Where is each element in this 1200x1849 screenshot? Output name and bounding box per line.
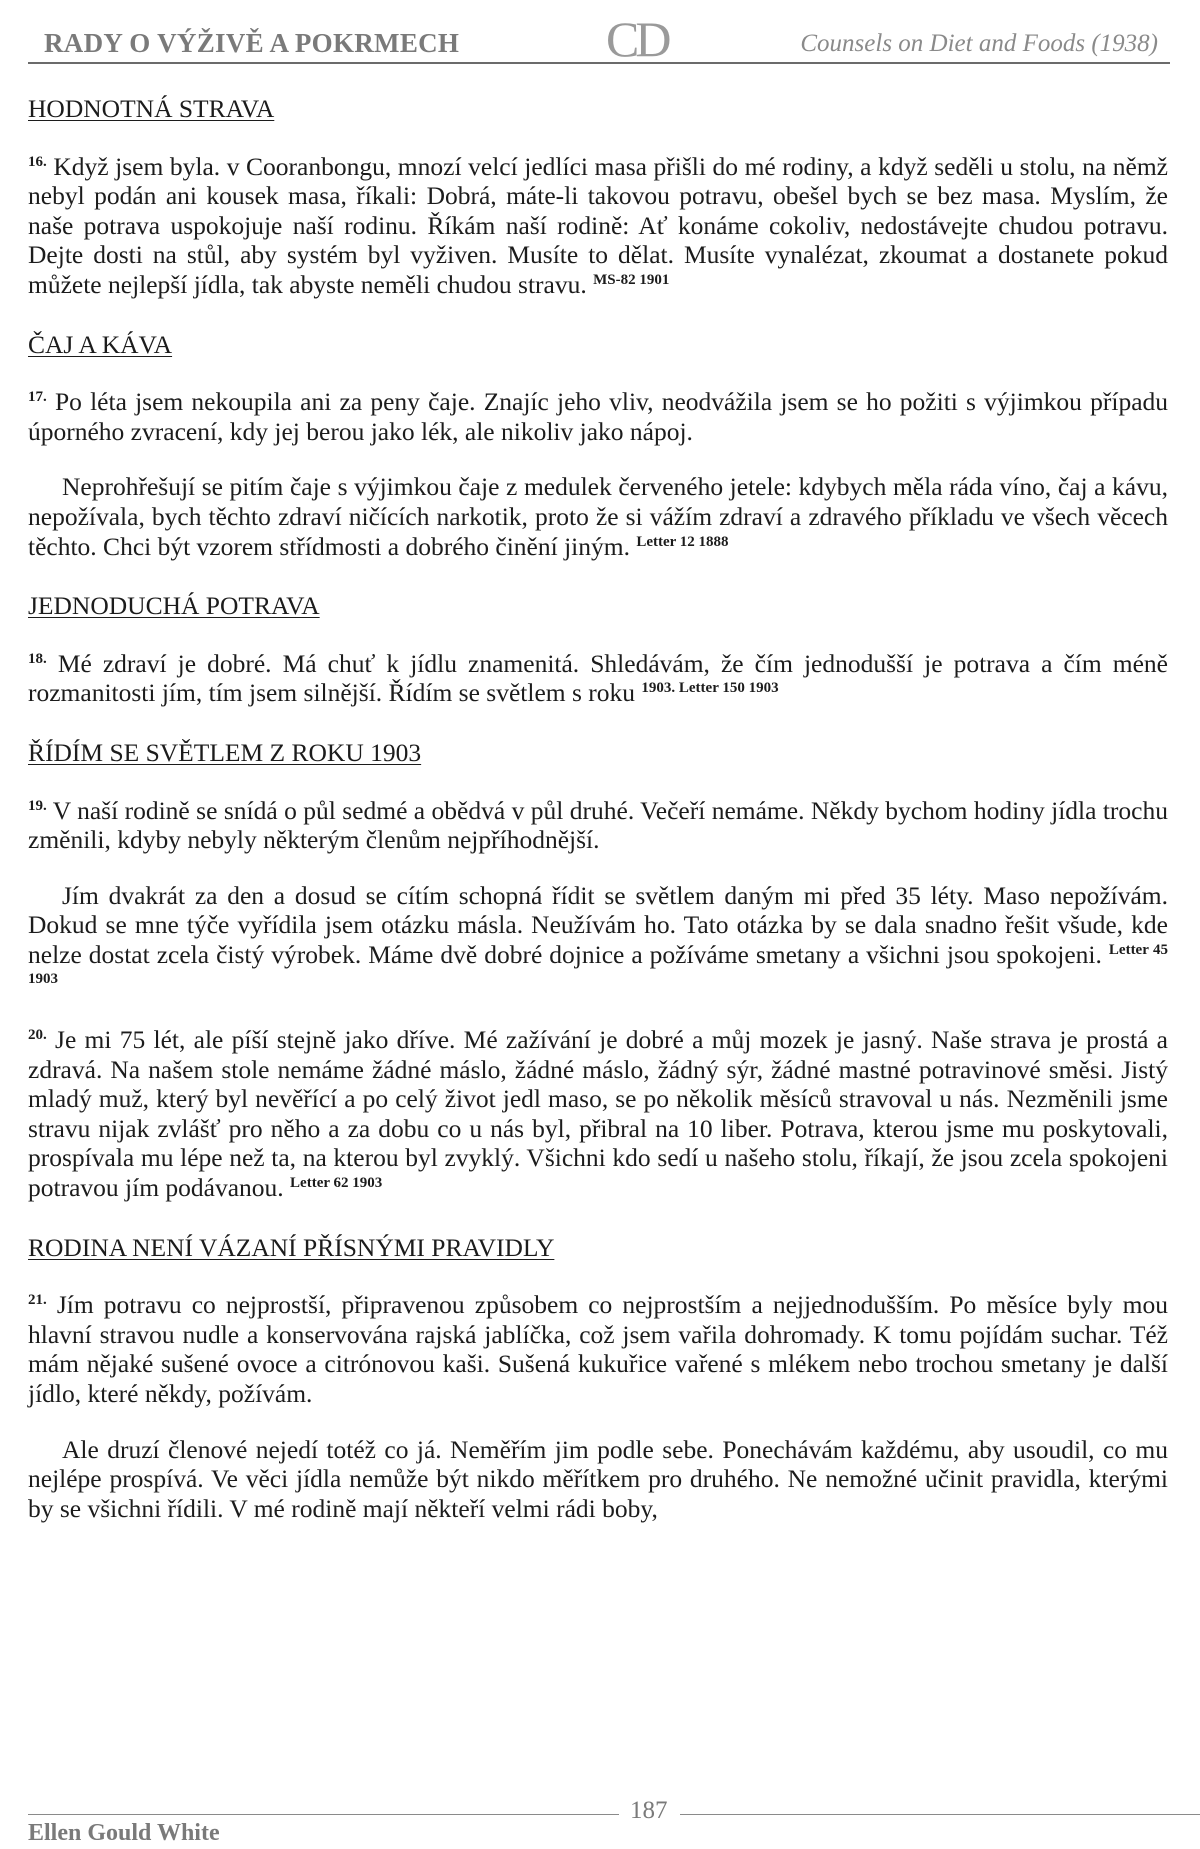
paragraph <box>28 881 1168 999</box>
page-number: 187 <box>630 1797 668 1824</box>
paragraph <box>28 796 1168 855</box>
paragraph <box>28 649 1168 708</box>
section-heading: JEDNODUCHÁ POTRAVA <box>28 591 320 621</box>
cd-logo: CD <box>606 11 668 67</box>
paragraph-text: Jím dvakrát za den a dosud se cítím schopná řídit se světlem daným mi před 35 léty. Maso nepožívám. Dokud se mne týče vyřídila jsem otázku másla. Neužívám ho. Tato otázka by se dala snadno řešit všude, kde nelze dostat zcela čistý výrobek. Máme dvě dobré dojnice a požíváme smetany a všichni jsou spokojeni. <box>28 880 1168 969</box>
paragraph-text: Ale druzí členové nejedí totéž co já. Neměřím jim podle sebe. Ponechávám každému, aby usoudil, co mu nejlépe prospívá. Ve věci jídla nemůže být nikdo měřítkem pro druhého. Ne nemožné učinit pravidla, kterými by se všichni řídili. V mé rodině mají někteří velmi rádi boby, <box>28 1434 1168 1523</box>
source-reference: 1903. Letter 150 1903 <box>641 680 779 697</box>
book-title-czech: RADY O VÝŽIVĚ A POKRMECH <box>44 28 460 58</box>
paragraph <box>28 387 1168 446</box>
paragraph <box>28 1290 1168 1408</box>
footer-author: Ellen Gould White <box>28 1820 220 1846</box>
paragraph-number: 16. <box>28 153 47 170</box>
source-reference: MS-82 1901 <box>593 271 670 288</box>
source-reference: Letter 45 1903 <box>28 941 1168 988</box>
page-content <box>28 94 1168 1523</box>
paragraph-number: 20. <box>28 1027 47 1044</box>
footer-rule-left <box>28 1814 619 1815</box>
section-heading: ŘÍDÍM SE SVĚTLEM Z ROKU 1903 <box>28 737 422 767</box>
paragraph-text: Mé zdraví je dobré. Má chuť k jídlu znamenitá. Shledávám, že čím jednodušší je potrava a čím méně rozmanitosti jím, tím jsem silnější. Řídím se světlem s roku <box>28 648 1168 708</box>
source-reference: Letter 12 1888 <box>636 533 729 550</box>
book-title-english: Counsels on Diet and Foods (1938) <box>800 30 1158 57</box>
paragraph-number: 17. <box>28 389 47 406</box>
paragraph-text: V naší rodině se snídá o půl sedmé a obědvá v půl druhé. Večeří nemáme. Někdy bychom hodiny jídla trochu změnili, kdyby nebyly některým členům nejpříhodnější. <box>28 795 1168 855</box>
paragraph-number: 19. <box>28 797 47 814</box>
source-reference: Letter 62 1903 <box>290 1175 383 1192</box>
paragraph-text: Je mi 75 lét, ale píší stejně jako dříve. Mé zažívání je dobré a můj mozek je jasný. Naše strava je prostá a zdravá. Na našem stole nemáme žádné máslo, žádné máslo, žádný sýr, žádné mastné potravinové směsi. Jistý mladý muž, který byl nevěřící a po celý život jedl maso, se po několik měsíců stravoval u nás. Nezměnili jsme stravu nijak zvlášť pro něho a za dobu co u nás byl, přibral na 10 liber. Potrava, kterou jsme mu poskytovali, prospívala mu lépe než ta, na kterou byl zvyklý. Všichni kdo sedí u našeho stolu, říkají, že jsou zcela spokojeni potravou jím podávanou. <box>28 1025 1169 1203</box>
paragraph-text: Po léta jsem nekoupila ani za peny čaje. Znajíc jeho vliv, neodvážila jsem se ho požiti s výjimkou případu úporného zvracení, kdy jej berou jako lék, ale nikoliv jako nápoj. <box>28 387 1169 446</box>
section-heading: ČAJ A KÁVA <box>28 329 173 359</box>
footer-rule-right <box>680 1814 1200 1815</box>
paragraph-number: 18. <box>28 650 47 667</box>
paragraph-text: Neprohřešují se pitím čaje s výjimkou čaje z medulek červeného jetele: kdybych měla ráda víno, čaj a kávu, nepožívala, bych těchto zdraví ničících narkotik, proto že si vážím zdraví a zdravého příkladu ve všech věcech těchto. Chci být vzorem střídmosti a dobrého činění jiným. <box>28 472 1168 561</box>
paragraph-text: Jím potravu co nejprostší, připravenou způsobem co nejprostším a nejjednodušším. Po měsíce byly mou hlavní stravou nudle a konservována rajská jablíčka, což jsem vařila dohromady. K tomu pojídám suchar. Též mám nějaké sušené ovoce a citrónovou kaši. Sušená kukuřice vařené s mlékem nebo trochou smetany je další jídlo, které někdy, požívám. <box>28 1290 1168 1408</box>
section-heading: RODINA NENÍ VÁZANÍ PŘÍSNÝMI PRAVIDLY <box>28 1232 555 1262</box>
running-header <box>28 10 1170 67</box>
paragraph <box>28 1435 1168 1524</box>
paragraph <box>28 152 1168 300</box>
paragraph-text: Když jsem byla. v Cooranbongu, mnozí velcí jedlíci masa přišli do mé rodiny, a když seděli u stolu, na němž nebyl podán ani kousek masa, říkali: Dobrá, máte-li takovou potravu, obešel bych se bez masa. Myslím, že naše potrava uspokojuje naší rodinu. Říkám naší rodině: Ať konáme cokoliv, nedostávejte chudou potravu. Dejte dosti na stůl, aby systém byl vyživen. Musíte to dělat. Musíte vynalézat, zkoumat a dostanete pokud můžete nejlepší jídla, tak abyste neměli chudou stravu. <box>28 151 1168 299</box>
paragraph <box>28 1025 1168 1203</box>
paragraph-number: 21. <box>28 1292 47 1309</box>
section-heading: HODNOTNÁ STRAVA <box>28 94 275 123</box>
paragraph <box>28 472 1168 561</box>
